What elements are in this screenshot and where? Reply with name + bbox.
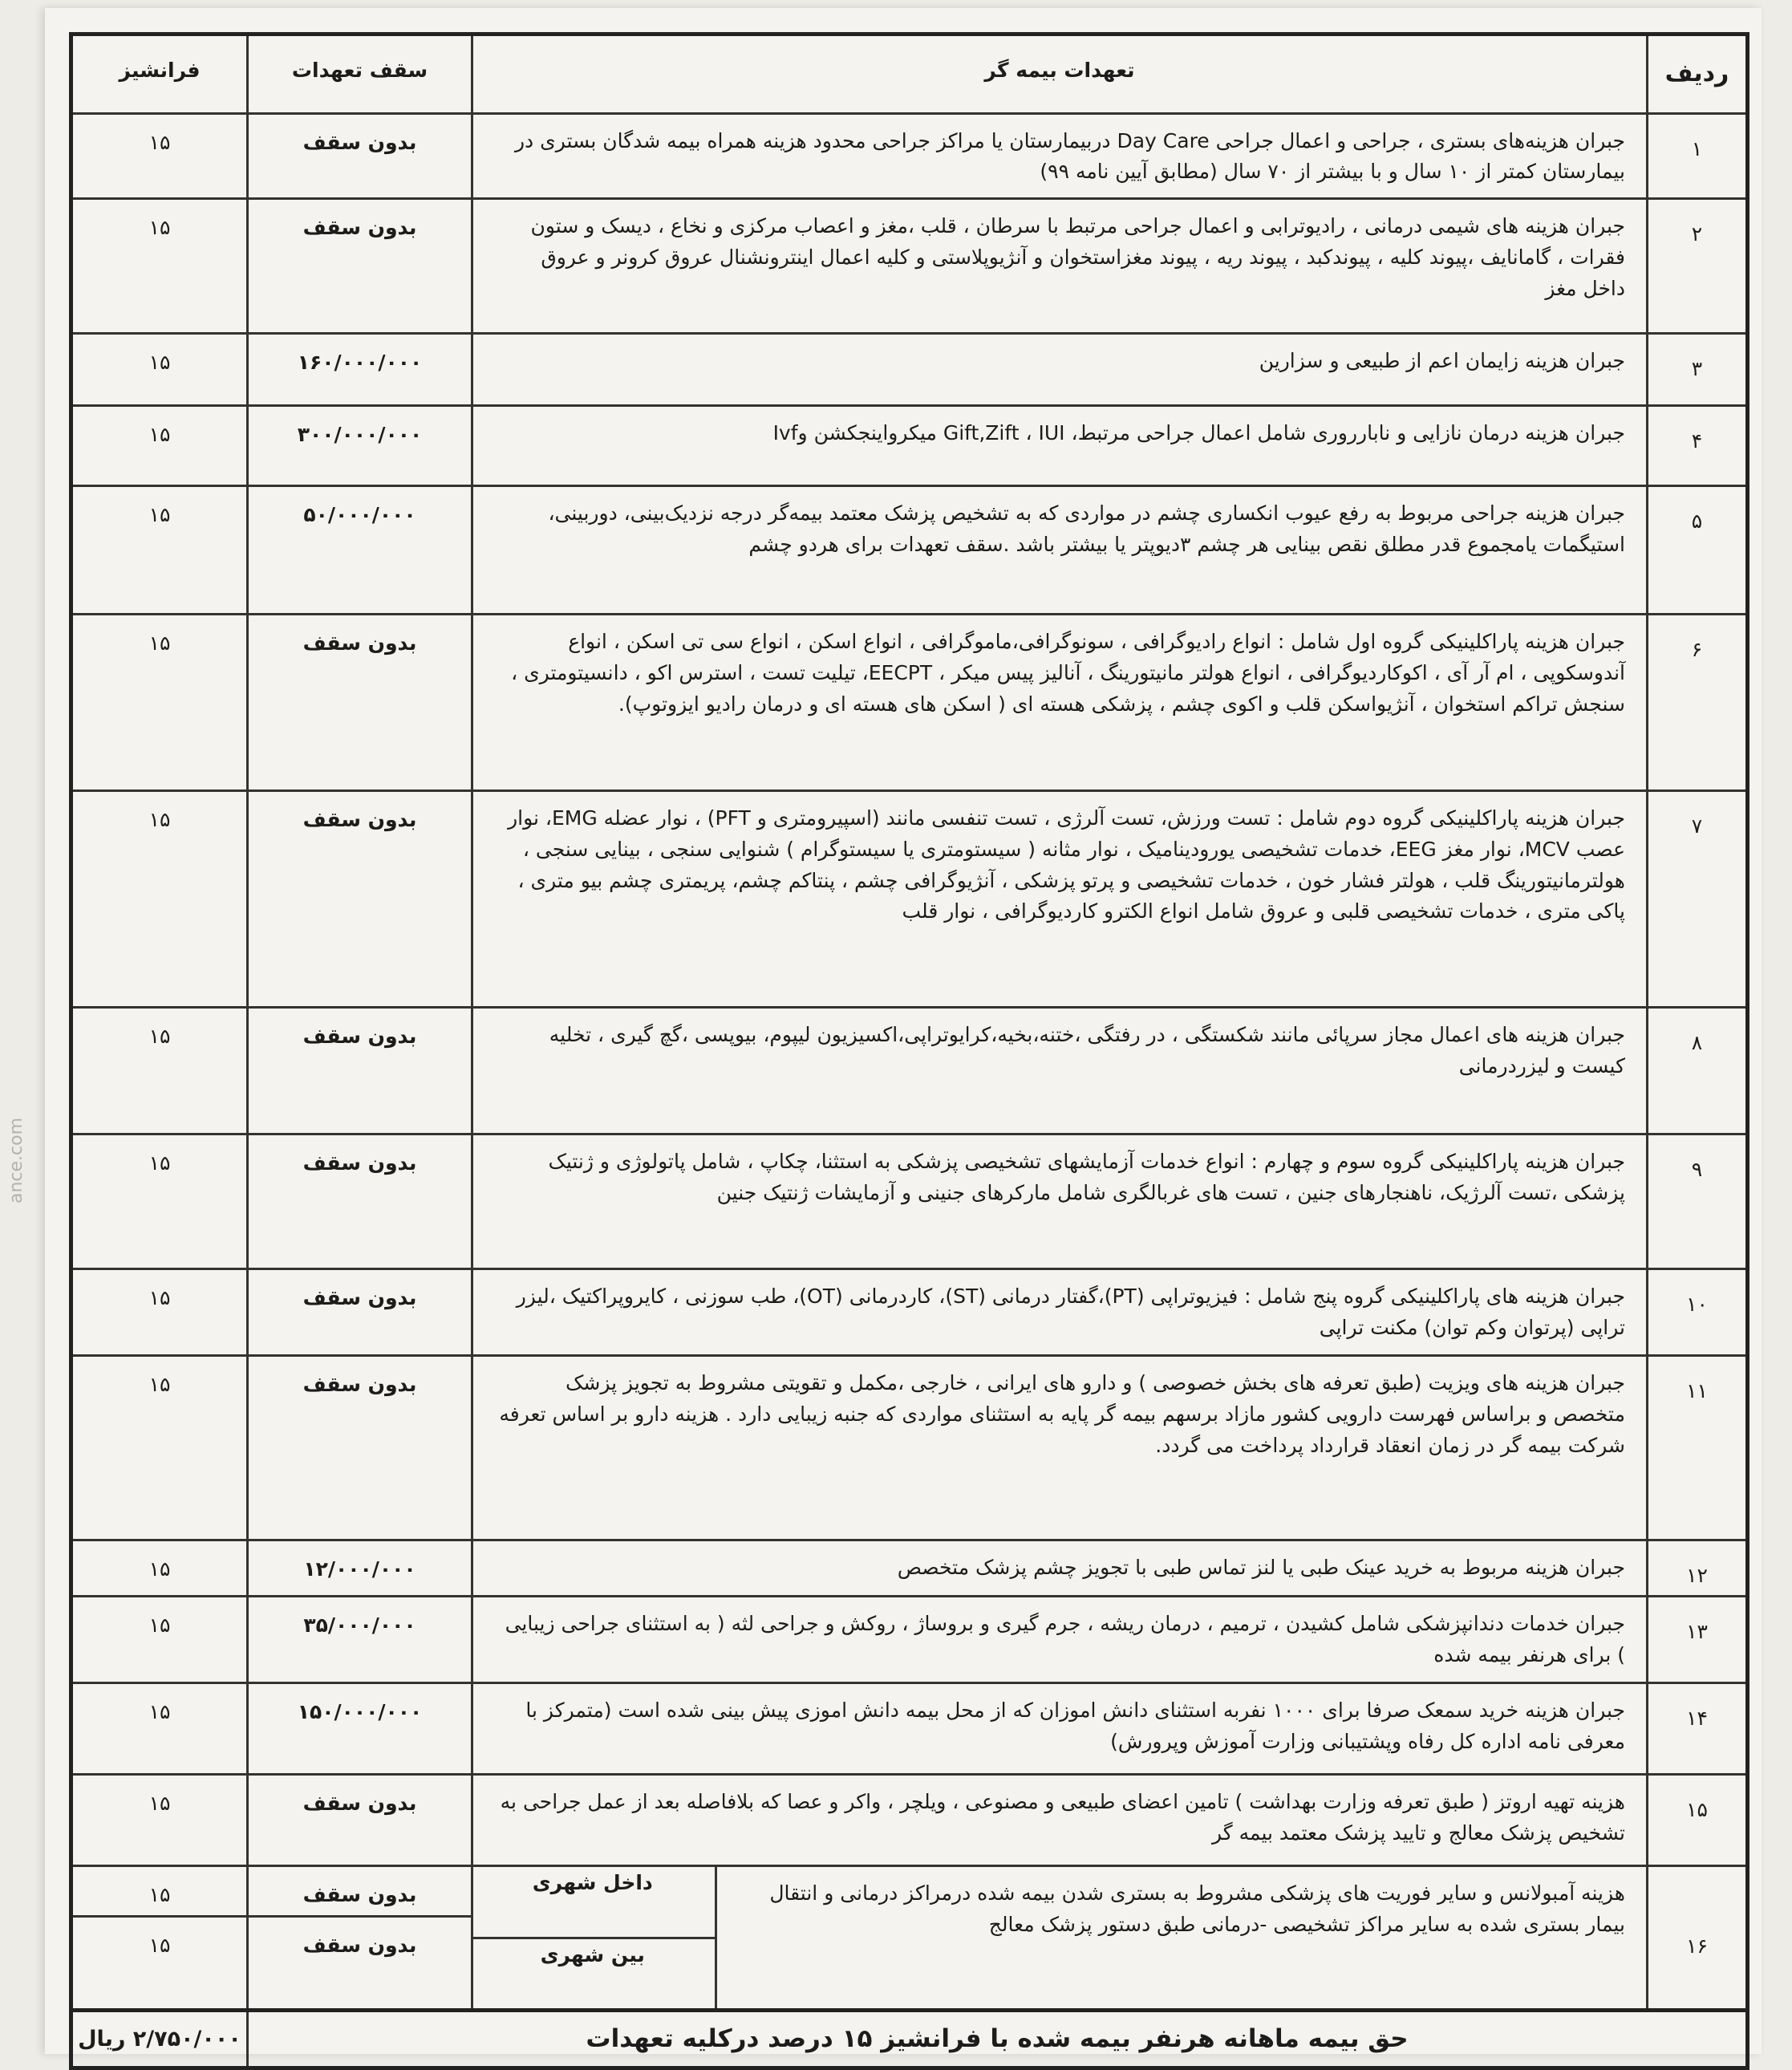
row-ceiling: بدون سقف [248, 113, 472, 199]
row-ceiling: بدون سقف [248, 1269, 472, 1356]
row-description: جبران هزینه مربوط به خرید عینک طبی یا لنز تماس طبی با تجویز چشم پزشک متخصص [472, 1540, 1648, 1597]
row-ceiling: بدون سقف [248, 1775, 472, 1866]
row-ceiling: بدون سقف [248, 615, 472, 791]
urban-label: داخل شهری [471, 1867, 716, 1938]
row-ceiling: بدون سقف [248, 1356, 472, 1540]
row-16-content [472, 1866, 1648, 2011]
intercity-label: بین شهری [540, 1942, 645, 1966]
row-ceiling: بدون سقف [248, 1008, 472, 1134]
urban-ceiling: بدون سقف [248, 1866, 472, 1917]
table-row [71, 1597, 1748, 1683]
website-watermark: ance.com [6, 1117, 26, 1203]
table-body [71, 113, 1748, 1866]
row-franchise: ۱۵ [71, 1008, 248, 1134]
row-description: جبران هزینه پاراکلینیکی گروه اول شامل : انواع رادیوگرافی ، سونوگرافی،ماموگرافی ، انواع اسکن ، انواع سی تی اسکن ، انواع آندوسکوپی ، ام آر آی ، اکوکاردیوگرافی ، انواع هولتر مانیتورینگ ، آنالیز پیس میکر ، EECPT، تیلیت تست ، استرس اکو ، دانسیتومتری ، سنجش تراکم استخوان ، آنژیواسکن قلب و اکوی چشم ، پزشکی هسته ای ( اسکن های هسته ای و درمان رادیو ایزوتوپ). [472, 615, 1648, 791]
row-number: ۷ [1648, 791, 1748, 1008]
urban-franchise: ۱۵ [71, 1866, 248, 1917]
row-franchise: ۱۵ [71, 1597, 248, 1683]
row-ceiling: ۱۶۰/۰۰۰/۰۰۰ [248, 334, 472, 406]
row-number: ۱ [1648, 113, 1748, 199]
row-number: ۲ [1648, 199, 1748, 334]
row-description: جبران هزینه خرید سمعک صرفا برای ۱۰۰۰ نفربه استثنای دانش اموزان که از محل بیمه دانش اموزی پیش بینی شده است (متمرکز با معرفی نامه اداره کل رفاه وپشتیبانی وزارت آموزش وپرورش) [472, 1683, 1648, 1775]
row-franchise: ۱۵ [71, 406, 248, 486]
premium-label: حق بیمه ماهانه هرنفر بیمه شده با فرانشیز ۱۵ درصد درکلیه تعهدات [248, 2011, 1748, 2068]
row-description: جبران هزینه های شیمی درمانی ، رادیوترابی و اعمال جراحی مرتبط با سرطان ، قلب ،مغز و اعصاب مرکزی و نخاع ، دیسک و ستون فقرات ، گامانایف ،پیوند کلیه ، پیوندکبد ، پیوند ریه ، پیوند مغزاستخوان و آنژیوپلاستی و کلیه اعمال اینترونشنال عروق کرونر و عروق داخل مغز [472, 199, 1648, 334]
premium-footer-row [71, 2011, 1748, 2068]
premium-amount: ۲/۷۵۰/۰۰۰ ریال [71, 2011, 248, 2068]
row-number: ۸ [1648, 1008, 1748, 1134]
row-ceiling: ۱۲/۰۰۰/۰۰۰ [248, 1540, 472, 1597]
row-ceiling: ۵۰/۰۰۰/۰۰۰ [248, 486, 472, 615]
table-row [71, 791, 1748, 1008]
header-franchise: فرانشیز [71, 34, 248, 114]
row-16-description: هزینه آمبولانس و سایر فوریت های پزشکی مشروط به بستری شدن بیمه شده درمراکز درمانی و انتقال بیمار بستری شده به سایر مراکز تشخیصی -درمانی طبق دستور پزشک معالج [716, 1867, 1646, 2008]
row-number: ۳ [1648, 334, 1748, 406]
table-row [71, 199, 1748, 334]
table-row [71, 486, 1748, 615]
row-description: جبران خدمات دندانپزشکی شامل کشیدن ، ترمیم ، درمان ریشه ، جرم گیری و بروساژ ، روکش و جراحی لثه ( به استثنای جراحی زیبایی ) برای هرنفر بیمه شده [472, 1597, 1648, 1683]
row-number: ۵ [1648, 486, 1748, 615]
row-ceiling: بدون سقف [248, 791, 472, 1008]
row-ceiling: ۳۰۰/۰۰۰/۰۰۰ [248, 406, 472, 486]
row-franchise: ۱۵ [71, 1540, 248, 1597]
row-description: جبران هزینه‌های بستری ، جراحی و اعمال جراحی Day Care دربیمارستان یا مراکز جراحی محدود هزینه همراه بیمه شدگان بستری در بیمارستان کمتر از ۱۰ سال و با بیشتر از ۷۰ سال (مطابق آیین نامه ۹۹) [472, 113, 1648, 199]
row-description: جبران هزینه زایمان اعم از طبیعی و سزارین [472, 334, 1648, 406]
table-row [71, 1683, 1748, 1775]
row-franchise: ۱۵ [71, 334, 248, 406]
row-number: ۱۵ [1648, 1775, 1748, 1866]
table-row [71, 1008, 1748, 1134]
row-franchise: ۱۵ [71, 615, 248, 791]
row-number: ۱۱ [1648, 1356, 1748, 1540]
row-number: ۱۳ [1648, 1597, 1748, 1683]
table-row [71, 1775, 1748, 1866]
intercity-franchise: ۱۵ [71, 1917, 248, 2011]
row-franchise: ۱۵ [71, 113, 248, 199]
header-row-number: ردیف [1648, 34, 1748, 114]
row-description: جبران هزینه درمان نازایی و نابارروری شامل اعمال جراحی مرتبط، Gift,Zift ، IUI میکرواینجکشن وIvf [472, 406, 1648, 486]
table-body-special [71, 1866, 1748, 2068]
row-number: ۱۴ [1648, 1683, 1748, 1775]
row-franchise: ۱۵ [71, 486, 248, 615]
row-ceiling: بدون سقف [248, 199, 472, 334]
header-commitments: تعهدات بیمه گر [472, 34, 1648, 114]
row-franchise: ۱۵ [71, 1356, 248, 1540]
row-franchise: ۱۵ [71, 1683, 248, 1775]
insurance-commitments-table [69, 32, 1749, 2070]
table-row [71, 113, 1748, 199]
row-number: ۹ [1648, 1134, 1748, 1269]
document-page [45, 8, 1762, 2054]
header-ceiling: سقف تعهدات [248, 34, 472, 114]
row-ceiling: ۳۵/۰۰۰/۰۰۰ [248, 1597, 472, 1683]
table-header-row [71, 34, 1748, 114]
row-description: جبران هزینه های اعمال مجاز سرپائی مانند شکستگی ، در رفتگی ،ختنه،بخیه،کرایوتراپی،اکسیزیون لیپوم، بیوپسی ،گچ گیری ، تخلیه کیست و لیزردرمانی [472, 1008, 1648, 1134]
row-franchise: ۱۵ [71, 199, 248, 334]
table-row [71, 406, 1748, 486]
row-franchise: ۱۵ [71, 1269, 248, 1356]
intercity-ceiling: بدون سقف [248, 1917, 472, 2011]
row-description: جبران هزینه پاراکلینیکی گروه سوم و چهارم : انواع خدمات آزمایشهای تشخیصی پزشکی به استثنا، چکاپ ، شامل پاتولوژی و ژنتیک پزشکی ،تست آلرژیک، ناهنجارهای جنین ، تست های غربالگری شامل مارکرهای جنینی و آزمایشات ژنتیک جنین [472, 1134, 1648, 1269]
row-number: ۱۲ [1648, 1540, 1748, 1597]
row-ceiling: ۱۵۰/۰۰۰/۰۰۰ [248, 1683, 472, 1775]
table-row [71, 1540, 1748, 1597]
row-franchise: ۱۵ [71, 1134, 248, 1269]
table-row-16a [71, 1866, 1748, 1917]
row-description: هزینه تهیه اروتز ( طبق تعرفه وزارت بهداشت ) تامین اعضای طبیعی و مصنوعی ، ویلچر ، واکر و عصا که بلافاصله بعد از عمل جراحی به تشخیص پزشک معالج و تایید پزشک معتمد بیمه گر [472, 1775, 1648, 1866]
table-row [71, 334, 1748, 406]
row-description: جبران هزینه های ویزیت (طبق تعرفه های بخش خصوصی ) و دارو های ایرانی ، خارجی ،مکمل و تقویتی مشروط به تجویز پزشک متخصص و براساس فهرست دارویی کشور مازاد برسهم بیمه گر پایه به استثنای مواردی که جنبه زیبایی دارد . هزینه دارو بر اساس تعرفه شرکت بیمه گر در زمان انعقاد قرارداد پرداخت می گردد. [472, 1356, 1648, 1540]
table-row [71, 1269, 1748, 1356]
row-number: ۴ [1648, 406, 1748, 486]
row-number: ۱۰ [1648, 1269, 1748, 1356]
row-description: جبران هزینه پاراکلینیکی گروه دوم شامل : تست ورزش، تست آلرژی ، تست تنفسی مانند (اسپیرومتری و PFT) ، نوار عضله EMG، نوار عصب MCV، نوار مغز EEG، خدمات تشخیصی یورودینامیک ، نوار مثانه ( سیستومتری یا سیستوگرام ) شنوایی سنجی ، بینایی سنجی ، هولترمانیتورینگ قلب ، هولتر فشار خون ، خدمات تشخیصی و پرتو پزشکی ، آنژیوگرافی چشم ، پنتاکم چشم، پریمتری چشم بیو متری ، پاکی متری ، خدمات تشخیصی قلبی و عروق شامل انواع الکترو کاردیوگرافی ، نوار قلب [472, 791, 1648, 1008]
row-description: جبران هزینه های پاراکلینیکی گروه پنج شامل : فیزیوتراپی (PT)،گفتار درمانی (ST)، کاردرمانی (OT)، طب سوزنی ، کایروپراکتیک ،لیزر تراپی (پرتوان وکم توان) مکنت تراپی [472, 1269, 1648, 1356]
row-franchise: ۱۵ [71, 791, 248, 1008]
table-row [71, 1134, 1748, 1269]
row-ceiling: بدون سقف [248, 1134, 472, 1269]
row-number: ۶ [1648, 615, 1748, 791]
row-number: ۱۶ [1648, 1866, 1748, 2011]
row-description: جبران هزینه جراحی مربوط به رفع عیوب انکساری چشم در مواردی که به تشخیص پزشک معتمد بیمه‌گر درجه نزدیک‌بینی، دوربینی، استیگمات یامجموع قدر مطلق نقص بینایی هر چشم ۳دیوپتر یا بیشتر باشد .سقف تعهدات برای هردو چشم [472, 486, 1648, 615]
table-row [71, 1356, 1748, 1540]
row-franchise: ۱۵ [71, 1775, 248, 1866]
table-row [71, 615, 1748, 791]
